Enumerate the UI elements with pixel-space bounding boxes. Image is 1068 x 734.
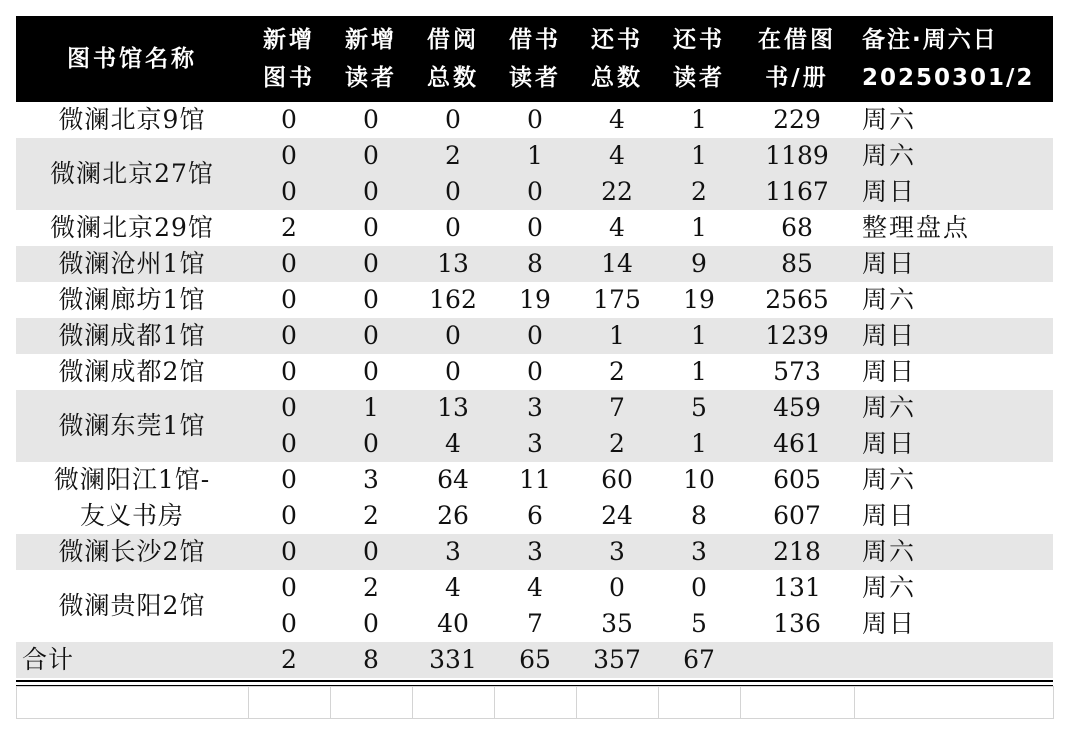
new-readers-cell: 0 — [363, 177, 379, 206]
table-row — [16, 354, 1053, 390]
return-total-cell: 175 — [593, 285, 641, 314]
table-row — [16, 246, 1053, 282]
on-loan-cell: 607 — [773, 501, 821, 530]
return-total-cell: 0 — [609, 573, 625, 602]
library-name-cell: 微澜长沙2馆 — [58, 537, 206, 566]
library-name-cell: 微澜成都1馆 — [58, 321, 206, 350]
empty-row-table — [16, 686, 1054, 719]
borrow-total-cell: 64 — [437, 465, 469, 494]
borrow-readers-cell: 0 — [527, 321, 543, 350]
table-row — [16, 210, 1053, 246]
on-loan-cell: 2565 — [765, 285, 829, 314]
remark-cell: 周日 — [862, 249, 917, 278]
remark-cell: 周六 — [862, 537, 917, 566]
table-row — [16, 462, 1053, 498]
new-readers-cell: 0 — [363, 141, 379, 170]
new-readers-cell: 3 — [363, 465, 379, 494]
on-loan-cell: 1239 — [765, 321, 829, 350]
borrow-total-cell: 0 — [445, 177, 461, 206]
new-readers-cell: 0 — [363, 321, 379, 350]
header-remark: 备注·周六日 20250301/2 — [854, 16, 1053, 102]
total-new-books: 2 — [281, 645, 297, 674]
on-loan-cell: 85 — [781, 249, 813, 278]
new-readers-cell: 0 — [363, 249, 379, 278]
header-return-total: 还书 总数 — [576, 16, 658, 102]
borrow-readers-cell: 8 — [527, 249, 543, 278]
empty-cell — [413, 687, 495, 719]
new-books-cell: 0 — [281, 321, 297, 350]
borrow-readers-cell: 4 — [527, 573, 543, 602]
table-footer — [16, 680, 1053, 719]
remark-cell: 周日 — [862, 357, 917, 386]
borrow-total-cell: 0 — [445, 213, 461, 242]
new-books-cell: 0 — [281, 609, 297, 638]
on-loan-cell: 1189 — [765, 141, 829, 170]
new-books-cell: 0 — [281, 357, 297, 386]
empty-cell — [17, 687, 249, 719]
total-on-loan — [740, 642, 854, 678]
borrow-readers-cell: 6 — [527, 501, 543, 530]
return-total-cell: 3 — [609, 537, 625, 566]
total-label: 合计 — [22, 645, 75, 674]
table-row — [16, 318, 1053, 354]
on-loan-cell: 1167 — [765, 177, 829, 206]
remark-cell: 周六 — [862, 465, 917, 494]
table-row — [16, 534, 1053, 570]
return-readers-cell: 1 — [691, 357, 707, 386]
return-total-cell: 4 — [609, 105, 625, 134]
return-total-cell: 4 — [609, 141, 625, 170]
total-borrow-total: 331 — [429, 645, 477, 674]
borrow-total-cell: 2 — [445, 141, 461, 170]
new-readers-cell: 1 — [363, 393, 379, 422]
on-loan-cell: 459 — [773, 393, 821, 422]
borrow-total-cell: 3 — [445, 537, 461, 566]
remark-cell: 周日 — [862, 429, 917, 458]
return-total-cell: 4 — [609, 213, 625, 242]
remark-cell: 周六 — [862, 573, 917, 602]
header-library-name: 图书馆名称 — [16, 16, 248, 102]
library-name-cell: 微澜北京27馆 — [50, 159, 214, 188]
new-books-cell: 0 — [281, 501, 297, 530]
total-new-readers: 8 — [363, 645, 379, 674]
new-books-cell: 0 — [281, 573, 297, 602]
header-new-readers: 新增 读者 — [330, 16, 412, 102]
library-name-cell: 微澜成都2馆 — [58, 357, 206, 386]
empty-cell — [577, 687, 659, 719]
on-loan-cell: 136 — [773, 609, 821, 638]
return-readers-cell: 1 — [691, 141, 707, 170]
new-books-cell: 0 — [281, 141, 297, 170]
return-readers-cell: 9 — [691, 249, 707, 278]
return-total-cell: 35 — [601, 609, 633, 638]
new-readers-cell: 0 — [363, 357, 379, 386]
borrow-total-cell: 4 — [445, 429, 461, 458]
new-books-cell: 0 — [281, 285, 297, 314]
new-readers-cell: 0 — [363, 105, 379, 134]
stats-table — [16, 16, 1053, 678]
borrow-readers-cell: 0 — [527, 105, 543, 134]
return-total-cell: 2 — [609, 429, 625, 458]
new-books-cell: 0 — [281, 105, 297, 134]
total-borrow-readers: 65 — [519, 645, 551, 674]
return-readers-cell: 0 — [691, 573, 707, 602]
borrow-total-cell: 40 — [437, 609, 469, 638]
remark-cell: 周六 — [862, 285, 917, 314]
return-readers-cell: 1 — [691, 321, 707, 350]
borrow-readers-cell: 11 — [519, 465, 551, 494]
on-loan-cell: 573 — [773, 357, 821, 386]
return-readers-cell: 1 — [691, 429, 707, 458]
new-readers-cell: 2 — [363, 573, 379, 602]
new-readers-cell: 0 — [363, 609, 379, 638]
return-total-cell: 7 — [609, 393, 625, 422]
new-readers-cell: 0 — [363, 285, 379, 314]
new-books-cell: 0 — [281, 465, 297, 494]
on-loan-cell: 68 — [781, 213, 813, 242]
return-total-cell: 14 — [601, 249, 633, 278]
on-loan-cell: 605 — [773, 465, 821, 494]
library-name-cell: 微澜北京29馆 — [50, 213, 214, 242]
header-borrow-total: 借阅 总数 — [412, 16, 494, 102]
new-books-cell: 0 — [281, 249, 297, 278]
return-readers-cell: 5 — [691, 393, 707, 422]
new-readers-cell: 2 — [363, 501, 379, 530]
empty-cell — [855, 687, 1054, 719]
borrow-total-cell: 26 — [437, 501, 469, 530]
library-name-cell: 微澜贵阳2馆 — [58, 591, 206, 620]
header-new-books: 新增 图书 — [248, 16, 330, 102]
new-books-cell: 0 — [281, 177, 297, 206]
return-readers-cell: 2 — [691, 177, 707, 206]
new-readers-cell: 0 — [363, 429, 379, 458]
total-return-total: 357 — [593, 645, 641, 674]
borrow-readers-cell: 3 — [527, 393, 543, 422]
remark-cell: 周日 — [862, 501, 917, 530]
library-stats-sheet — [16, 16, 1053, 678]
empty-cell — [741, 687, 855, 719]
on-loan-cell: 461 — [773, 429, 821, 458]
remark-cell: 周日 — [862, 177, 917, 206]
empty-cell — [495, 687, 577, 719]
new-books-cell: 0 — [281, 393, 297, 422]
borrow-readers-cell: 3 — [527, 537, 543, 566]
remark-cell: 周六 — [862, 105, 917, 134]
borrow-readers-cell: 0 — [527, 357, 543, 386]
borrow-total-cell: 13 — [437, 393, 469, 422]
remark-cell: 整理盘点 — [862, 213, 971, 242]
borrow-total-cell: 13 — [437, 249, 469, 278]
table-row — [16, 498, 1053, 534]
return-readers-cell: 1 — [691, 105, 707, 134]
borrow-total-cell: 0 — [445, 321, 461, 350]
return-total-cell: 2 — [609, 357, 625, 386]
table-row — [16, 282, 1053, 318]
return-readers-cell: 8 — [691, 501, 707, 530]
header-on-loan: 在借图 书/册 — [740, 16, 854, 102]
empty-row — [17, 687, 1054, 719]
empty-cell — [249, 687, 331, 719]
header-return-readers: 还书 读者 — [658, 16, 740, 102]
library-name-cell: 微澜东莞1馆 — [58, 411, 206, 440]
total-remark — [854, 642, 1053, 678]
new-readers-cell: 0 — [363, 537, 379, 566]
borrow-total-cell: 0 — [445, 105, 461, 134]
total-row — [16, 642, 1053, 678]
borrow-readers-cell: 19 — [519, 285, 551, 314]
table-row — [16, 138, 1053, 174]
return-total-cell: 24 — [601, 501, 633, 530]
remark-cell: 周六 — [862, 141, 917, 170]
header-row — [16, 16, 1053, 102]
borrow-total-cell: 0 — [445, 357, 461, 386]
table-row — [16, 390, 1053, 426]
on-loan-cell: 131 — [773, 573, 821, 602]
table-row — [16, 102, 1053, 138]
borrow-readers-cell: 3 — [527, 429, 543, 458]
remark-cell: 周日 — [862, 609, 917, 638]
library-name-cell: 微澜沧州1馆 — [58, 249, 206, 278]
empty-cell — [659, 687, 741, 719]
on-loan-cell: 218 — [773, 537, 821, 566]
new-books-cell: 2 — [281, 213, 297, 242]
new-readers-cell: 0 — [363, 213, 379, 242]
return-readers-cell: 3 — [691, 537, 707, 566]
new-books-cell: 0 — [281, 537, 297, 566]
borrow-readers-cell: 0 — [527, 177, 543, 206]
library-name-cell: 微澜北京9馆 — [58, 105, 206, 134]
borrow-readers-cell: 1 — [527, 141, 543, 170]
borrow-total-cell: 4 — [445, 573, 461, 602]
library-name-cell: 微澜阳江1馆- — [53, 465, 211, 494]
return-readers-cell: 10 — [683, 465, 715, 494]
return-total-cell: 60 — [601, 465, 633, 494]
remark-cell: 周日 — [862, 321, 917, 350]
remark-cell: 周六 — [862, 393, 917, 422]
library-name-cell: 友义书房 — [79, 501, 184, 530]
on-loan-cell: 229 — [773, 105, 821, 134]
table-row — [16, 570, 1053, 606]
return-readers-cell: 19 — [683, 285, 715, 314]
return-readers-cell: 5 — [691, 609, 707, 638]
total-return-readers: 67 — [683, 645, 715, 674]
return-readers-cell: 1 — [691, 213, 707, 242]
empty-cell — [331, 687, 413, 719]
library-name-cell: 微澜廊坊1馆 — [58, 285, 206, 314]
return-total-cell: 1 — [609, 321, 625, 350]
return-total-cell: 22 — [601, 177, 633, 206]
borrow-readers-cell: 7 — [527, 609, 543, 638]
borrow-readers-cell: 0 — [527, 213, 543, 242]
header-borrow-readers: 借书 读者 — [494, 16, 576, 102]
borrow-total-cell: 162 — [429, 285, 477, 314]
new-books-cell: 0 — [281, 429, 297, 458]
